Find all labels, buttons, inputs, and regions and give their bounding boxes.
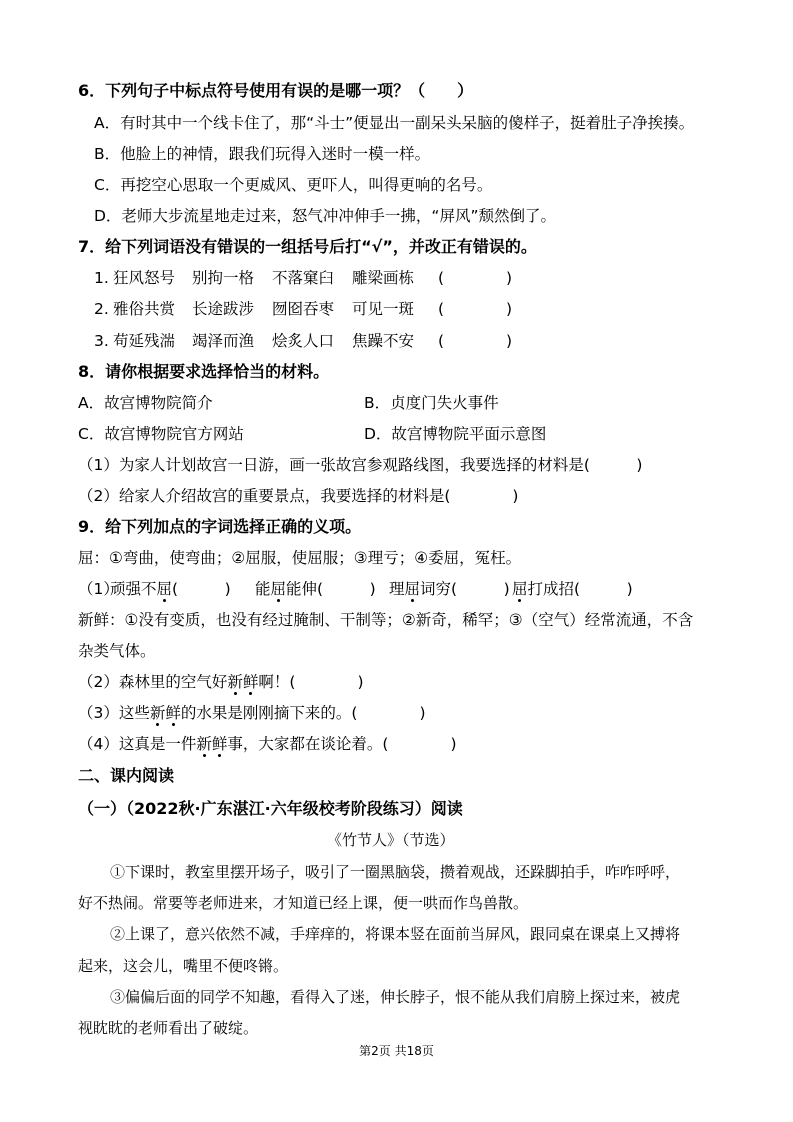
passage-heading bbox=[78, 799, 463, 819]
q7-row-number: 2. bbox=[94, 300, 109, 318]
q7-word: 可见一斑 bbox=[352, 300, 415, 318]
text: 事，大家都在谈论着。( ) bbox=[227, 735, 457, 753]
text: 能 bbox=[255, 580, 271, 598]
q6-stem: 6．下列句子中标点符号使用有误的是哪一项？（ ） bbox=[78, 81, 474, 100]
answer-blank[interactable]: ( ) bbox=[438, 332, 513, 350]
q7-stem bbox=[78, 237, 537, 257]
dotted-char: 屈 bbox=[270, 580, 287, 598]
text: 顽强不 bbox=[110, 580, 157, 598]
qu-item-1 bbox=[110, 579, 231, 599]
q8-sub-question-2: （2）给家人介绍故宫的重要景点，我要选择的材料是( ) bbox=[78, 487, 519, 505]
xinxian-definition-line-1: 新鲜：①没有变质，也没有经过腌制、干制等；②新奇，稀罕；③（空气）经常流通，不含 bbox=[78, 611, 694, 629]
answer-blank[interactable]: ( ) bbox=[438, 269, 513, 287]
q6-option-a: A．有时其中一个线卡住了，那“斗士”便显出一副呆头呆脑的傻样子，挺着肚子净挨揍。 bbox=[94, 114, 695, 132]
passage-paragraph-1-line-1: ①下课时，教室里摆开场子，吸引了一圈黑脑袋，攒着观战，还跺脚拍手，咋咋呼呼， bbox=[110, 863, 681, 881]
q8-sub-question-1: （1）为家人计划故宫一日游，画一张故宫参观路线图，我要选择的材料是( ) bbox=[78, 456, 643, 474]
q9-sentence-3 bbox=[78, 703, 426, 723]
text: 六年级校考阶段练习）阅读 bbox=[270, 799, 463, 818]
text: （4）这真是一件 bbox=[78, 735, 197, 753]
qu-item-2 bbox=[255, 579, 376, 599]
q9-sentence-2 bbox=[78, 672, 364, 692]
q6-option-c: C．再挖空心思取一个更威风、更吓人，叫得更响的名号。 bbox=[94, 176, 493, 194]
answer-blank[interactable]: 打成招( ) bbox=[527, 580, 633, 598]
q7-stem-post: ”，并改正有错误的。 bbox=[382, 237, 537, 256]
passage-paragraph-2-line-2: 起来，这会儿，嘴里不便咚锵。 bbox=[78, 957, 289, 975]
q8-option-d: D．故宫博物院平面示意图 bbox=[364, 425, 547, 443]
page-footer: 第2页 共18页 bbox=[359, 1044, 434, 1058]
q6-option-b: B．他脸上的神情，跟我们玩得入迷时一模一样。 bbox=[94, 145, 431, 163]
q6-option-d: D．老师大步流星地走过来，怒气冲冲伸手一拂，“屏风”颓然倒了。 bbox=[94, 207, 556, 225]
q7-row-number: 3. bbox=[94, 332, 109, 350]
q7-stem-pre: 7．给下列词语没有错误的一组括号后打“ bbox=[78, 237, 372, 256]
q9-sentence-4 bbox=[78, 734, 457, 754]
passage-title: 《竹节人》（节选） bbox=[327, 831, 455, 849]
text: 理 bbox=[389, 580, 405, 598]
text: 的水果是刚刚摘下来的。( ) bbox=[180, 704, 426, 722]
q7-word: 长途跋涉 bbox=[192, 300, 255, 318]
q9-stem: 9．给下列加点的字词选择正确的义项。 bbox=[78, 517, 362, 536]
dotted-char: 新 bbox=[196, 735, 212, 753]
answer-blank[interactable]: ( ) bbox=[172, 580, 231, 598]
q7-word: 雕梁画栋 bbox=[352, 269, 415, 287]
text: 啊！( ) bbox=[258, 673, 364, 691]
dotted-char: 鲜 bbox=[165, 704, 181, 722]
q8-option-c: C．故宫博物院官方网站 bbox=[78, 425, 244, 443]
passage-paragraph-1-line-2: 好不热闹。常要等老师进来，才知道已经上课，便一哄而作鸟兽散。 bbox=[78, 894, 529, 912]
text: （一）（2022秋 bbox=[78, 799, 195, 818]
q8-stem: 8．请你根据要求选择恰当的材料。 bbox=[78, 362, 330, 381]
text: （2）森林里的空气好 bbox=[78, 673, 228, 691]
q7-word: 烩炙人口 bbox=[272, 332, 335, 350]
dotted-char: 屈 bbox=[156, 580, 173, 598]
xinxian-definition-line-2: 杂类气体。 bbox=[78, 642, 156, 660]
q7-word: 竭泽而渔 bbox=[192, 332, 255, 350]
answer-blank[interactable]: ( ) bbox=[438, 300, 513, 318]
dotted-char: 鲜 bbox=[242, 673, 259, 691]
text: （3）这些 bbox=[78, 704, 150, 722]
q7-word: 囫囵吞枣 bbox=[272, 300, 335, 318]
answer-blank[interactable]: 能伸( ) bbox=[286, 580, 376, 598]
dotted-char: 屈 bbox=[512, 580, 528, 598]
q7-word: 不落窠臼 bbox=[272, 269, 335, 287]
dotted-char: 鲜 bbox=[211, 735, 228, 753]
q7-word: 苟延残湍 bbox=[113, 332, 176, 350]
section-heading: 二、课内阅读 bbox=[78, 766, 175, 785]
q8-option-a: A．故宫博物院简介 bbox=[78, 394, 213, 412]
q7-word: 焦躁不安 bbox=[352, 332, 415, 350]
passage-paragraph-3-line-2: 视眈眈的老师看出了破绽。 bbox=[78, 1019, 259, 1037]
q7-row-number: 1. bbox=[94, 269, 109, 287]
qu-item-3 bbox=[389, 579, 510, 599]
separator: · bbox=[194, 799, 201, 818]
q8-option-b: B．贞度门失火事件 bbox=[364, 394, 499, 412]
passage-paragraph-2-line-1: ②上课了，意兴依然不减，手痒痒的，将课本竖在面前当屏风，跟同桌在课桌上又搏将 bbox=[110, 925, 681, 943]
text: 广东湛江 bbox=[200, 799, 265, 818]
q7-word: 狂风怒号 bbox=[113, 269, 176, 287]
dotted-char: 屈 bbox=[404, 580, 421, 598]
qu-item-4 bbox=[512, 579, 633, 599]
q7-word: 别拘一格 bbox=[192, 269, 255, 287]
sub-label: （1） bbox=[78, 580, 119, 598]
passage-paragraph-3-line-1: ③偏偏后面的同学不知趣，看得入了迷，伸长脖子，恨不能从我们肩膀上探过来，被虎 bbox=[110, 988, 681, 1006]
qu-definition: 屈：①弯曲，使弯曲；②屈服，使屈服；③理亏；④委屈，冤枉。 bbox=[78, 549, 522, 567]
check-mark-icon: √ bbox=[371, 237, 383, 256]
dotted-char: 新 bbox=[227, 673, 243, 691]
answer-blank[interactable]: 词穷( ) bbox=[420, 580, 510, 598]
q7-word: 雅俗共赏 bbox=[113, 300, 176, 318]
dotted-char: 新 bbox=[149, 704, 166, 722]
separator: · bbox=[264, 799, 271, 818]
